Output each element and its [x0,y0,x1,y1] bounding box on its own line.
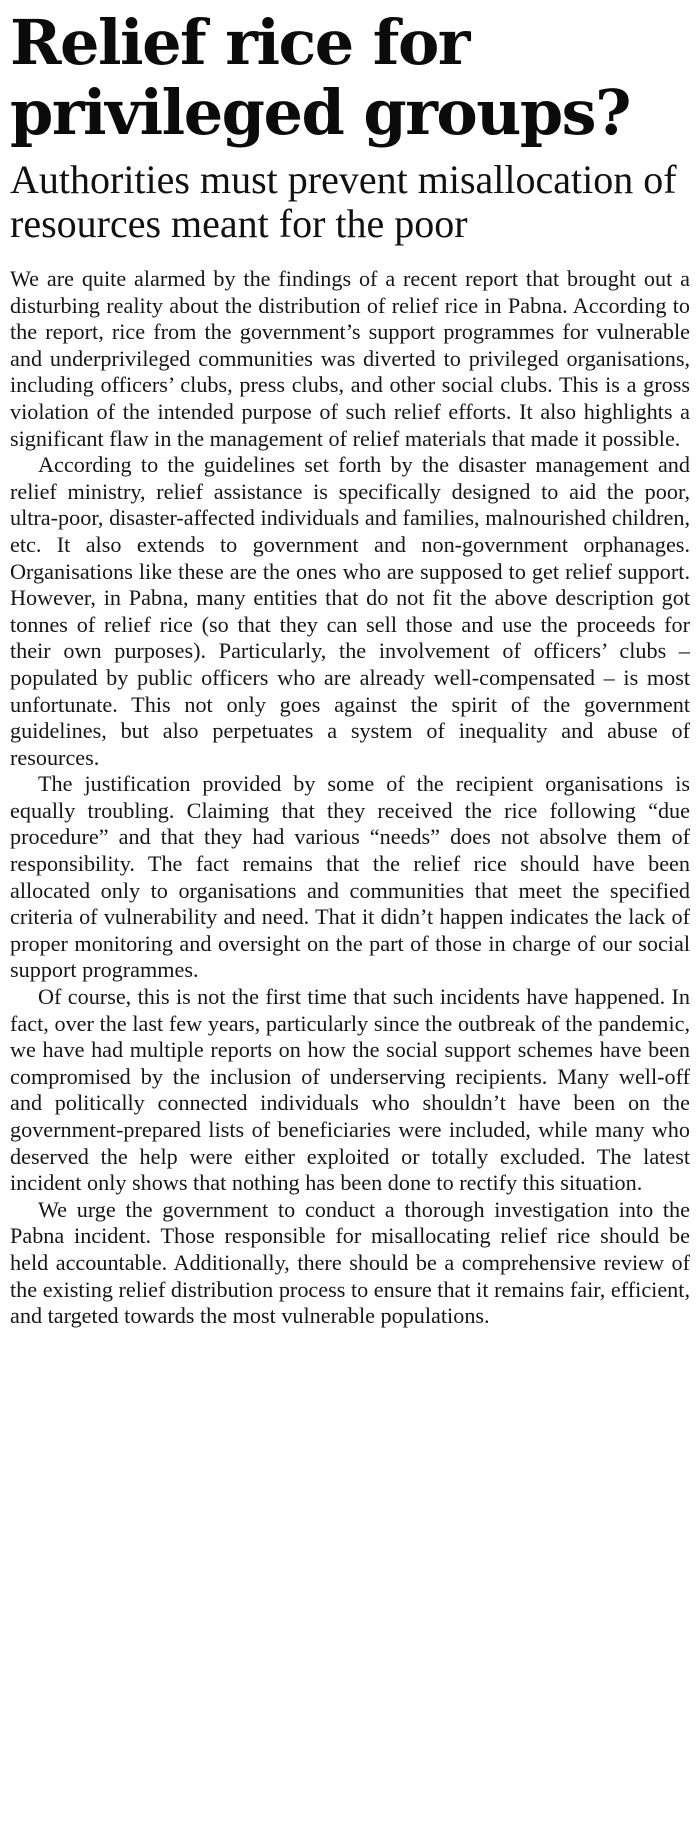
article-body [10,266,690,1330]
editorial-article [10,8,690,1330]
body-paragraph-5: We urge the government to conduct a thorough investigation into the Pabna incident. Those responsible for misallocating relief rice should be held accountable. Additionally, there should be a comprehensive review of the existing relief distribution process to ensure that it remains fair, efficient, and targeted towards the most vulnerable populations. [10,1196,690,1329]
subheadline: Authorities must prevent misallocation of resources meant for the poor [10,157,677,246]
body-paragraph-4: Of course, this is not the first time that such incidents have happened. In fact, over the last few years, particularly since the outbreak of the pandemic, we have had multiple reports on how the social support schemes have been compromised by the inclusion of underserving recipients. Many well-off and politically connected individuals who shouldn’t have been on the government-prepared lists of beneficiaries were included, while many who deserved the help were either exploited or totally excluded. The latest incident only shows that nothing has been done to rectify this situation. [10,984,690,1196]
body-paragraph-1: We are quite alarmed by the findings of a recent report that brought out a disturbing reality about the distribution of relief rice in Pabna. According to the report, rice from the government’s support programmes for vulnerable and underprivileged communities was diverted to privileged organisations, including officers’ clubs, press clubs, and other social clubs. This is a gross violation of the intended purpose of such relief efforts. It also highlights a significant flaw in the management of relief materials that made it possible. [10,266,690,451]
body-paragraph-2: According to the guidelines set forth by the disaster management and relief ministry, relief assistance is specifically designed to aid the poor, ultra-poor, disaster-affected individuals and families, malnourished children, etc. It also extends to government and non-government orphanages. Organisations like these are the ones who are supposed to get relief support. However, in Pabna, many entities that do not fit the above description got tonnes of relief rice (so that they can sell those and use the proceeds for their own purposes). Particularly, the involvement of officers’ clubs – populated by public officers who are already well-compensated – is most unfortunate. This not only goes against the spirit of the government guidelines, but also perpetuates a system of inequality and abuse of resources. [10,452,690,770]
headline: Relief rice for privileged groups? [10,6,630,149]
body-paragraph-3: The justification provided by some of the recipient organisations is equally troubling. Claiming that they received the rice following “due procedure” and that they had various “needs” does not absolve them of responsibility. The fact remains that the relief rice should have been allocated only to organisations and communities that meet the specified criteria of vulnerability and need. That it didn’t happen indicates the lack of proper monitoring and oversight on the part of those in charge of our social support programmes. [10,771,690,983]
